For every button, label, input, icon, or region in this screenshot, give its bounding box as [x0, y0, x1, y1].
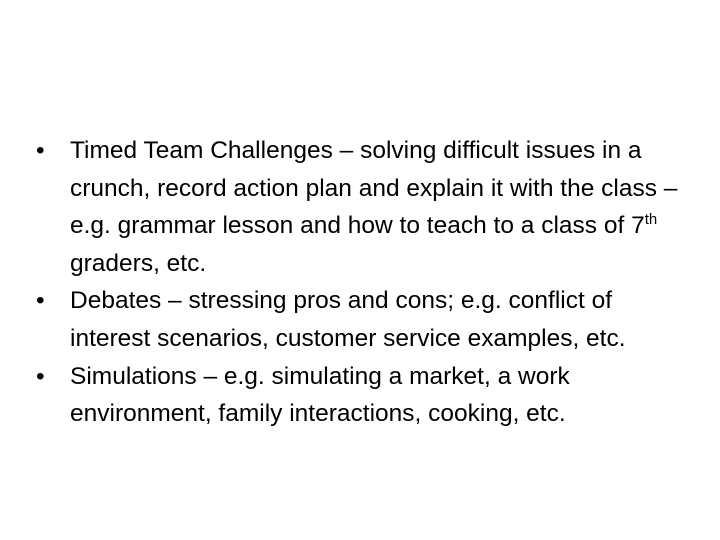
- bullet-icon: •: [36, 137, 45, 164]
- bullet-item-debates: [36, 282, 696, 357]
- bullet-item-simulations: [36, 358, 696, 433]
- bullet-item-timed-team-challenges: [36, 132, 696, 282]
- bullet-text: Timed Team Challenges – solving difficult issues in a crunch, record action plan and explain it with the class – e.g. grammar lesson and how to teach to a class of 7: [70, 137, 678, 240]
- bullet-text: Simulations – e.g. simulating a market, a work environment, family interactions, cooking, etc.: [70, 362, 570, 428]
- bullet-icon: •: [36, 287, 45, 315]
- bullet-text: Debates – stressing pros and cons; e.g. conflict of interest scenarios, customer service examples, etc.: [70, 287, 626, 352]
- bullet-list: [36, 132, 696, 433]
- bullet-text-continued: graders, etc.: [70, 249, 207, 277]
- bullet-icon: •: [36, 362, 45, 390]
- ordinal-superscript: th: [644, 211, 658, 229]
